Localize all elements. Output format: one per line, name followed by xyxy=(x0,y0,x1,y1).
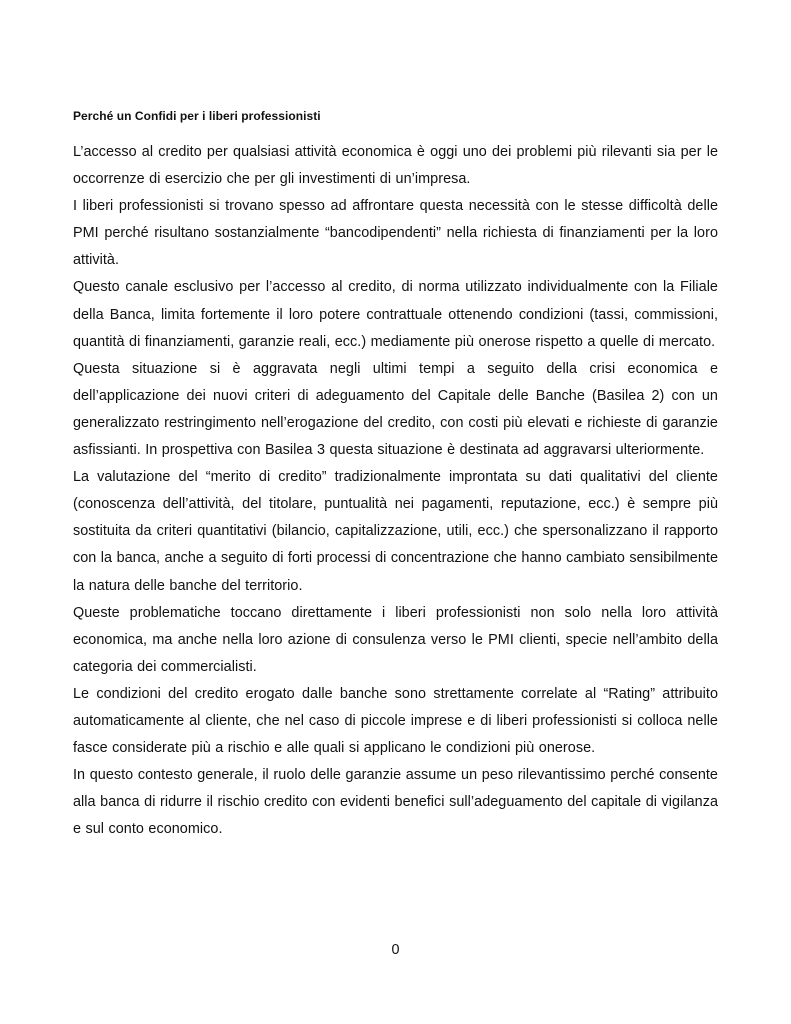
paragraph-8: In questo contesto generale, il ruolo delle garanzie assume un peso rilevantissimo perché consente alla banca di ridurre il rischio credito con evidenti benefici sull’adeguamento del capitale di vigilanza e sul conto economico. xyxy=(73,767,718,838)
paragraph-3: Questo canale esclusivo per l’accesso al credito, di norma utilizzato individualmente con la Filiale della Banca, limita fortemente il loro potere contrattuale ottenendo condizioni (tassi, commissioni, quantità di finanziamenti, garanzie reali, ecc.) mediamente più onerose rispetto a quelle di mercato. xyxy=(73,279,718,350)
document-body xyxy=(73,139,718,843)
paragraph-6: Queste problematiche toccano direttamente i liberi professionisti non solo nella loro attività economica, ma anche nella loro azione di consulenza verso le PMI clienti, specie nell’ambito della categoria dei commercialisti. xyxy=(73,604,718,675)
paragraph-5: La valutazione del “merito di credito” tradizionalmente improntata su dati qualitativi del cliente (conoscenza dell’attività, del titolare, puntualità nei pagamenti, reputazione, ecc.) è sempre più sostituita da criteri quantitativi (bilancio, capitalizzazione, utili, ecc.) che spersonalizzano il rapporto con la banca, anche a seguito di forti processi di concentrazione che hanno cambiato sensibilmente la natura delle banche del territorio. xyxy=(73,469,718,594)
paragraph-2: I liberi professionisti si trovano spesso ad affrontare questa necessità con le stesse difficoltà delle PMI perché risultano sostanzialmente “bancodipendenti” nella richiesta di finanziamenti per la loro attività. xyxy=(73,198,718,269)
paragraph-1: L’accesso al credito per qualsiasi attività economica è oggi uno dei problemi più rilevanti sia per le occorrenze di esercizio che per gli investimenti di un’impresa. xyxy=(73,144,718,188)
document-heading: Perché un Confidi per i liberi professionisti xyxy=(73,109,321,123)
paragraph-7: Le condizioni del credito erogato dalle banche sono strettamente correlate al “Rating” attribuito automaticamente al cliente, che nel caso di piccole imprese e di liberi professionisti si colloca nelle fasce considerate più a rischio e alle quali si applicano le condizioni più onerose. xyxy=(73,685,718,757)
page-number: 0 xyxy=(391,942,400,958)
paragraph-4: Questa situazione si è aggravata negli ultimi tempi a seguito della crisi economica e dell’applicazione dei nuovi criteri di adeguamento del Capitale delle Banche (Basilea 2) con un generalizzato restringimento nell’erogazione del credito, con costi più elevati e richieste di garanzie asfissianti. In prospettiva con Basilea 3 questa situazione è destinata ad aggravarsi ulteriormente. xyxy=(73,360,718,459)
